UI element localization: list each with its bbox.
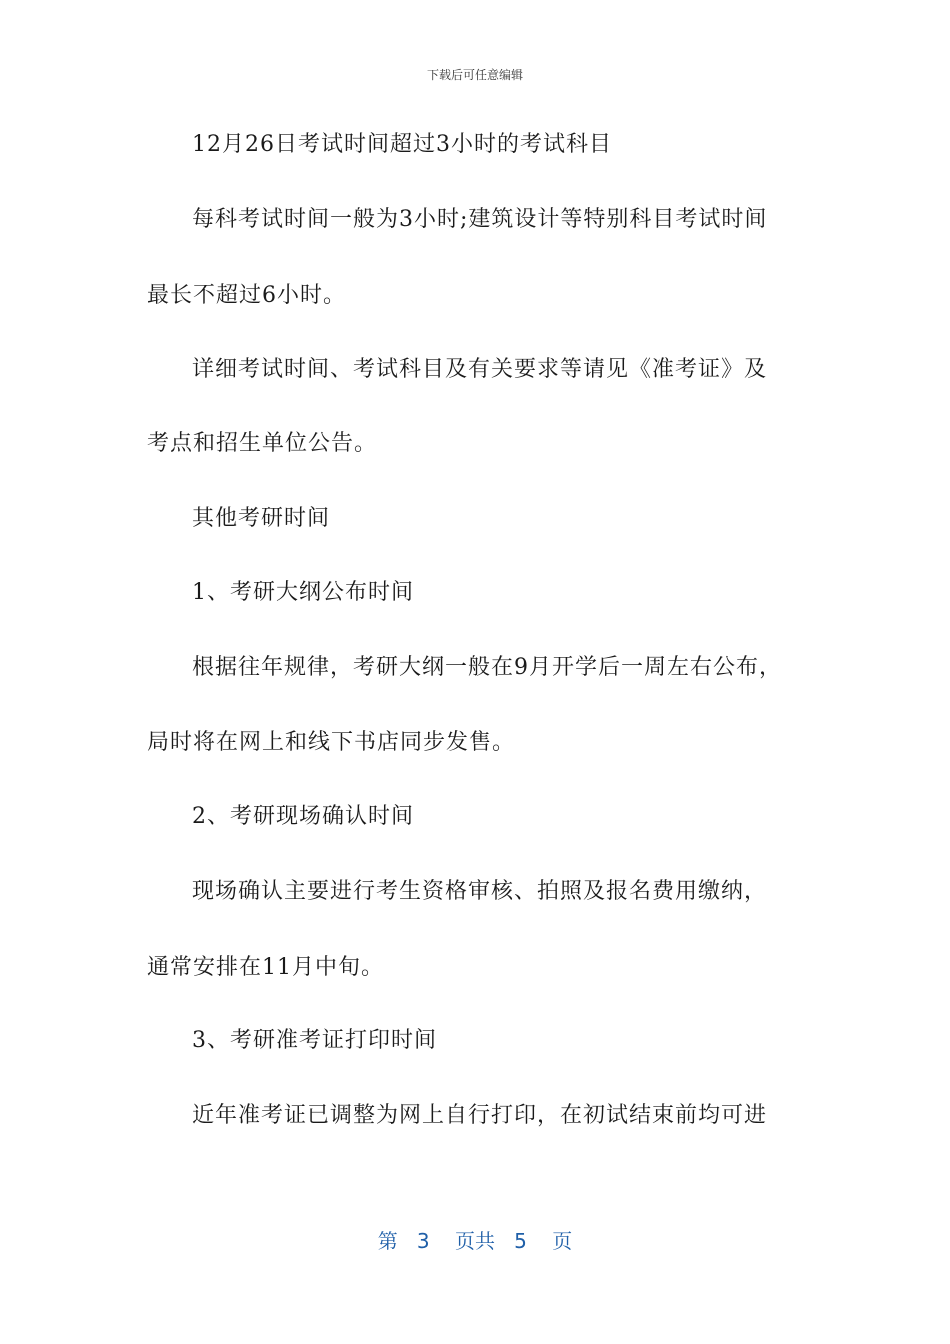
paragraph-line: 根据往年规律，考研大纲一般在9月开学后一周左右公布， xyxy=(192,655,782,680)
section-heading: 1、考研大纲公布时间 xyxy=(192,580,414,605)
section-heading: 2、考研现场确认时间 xyxy=(192,804,414,829)
paragraph-line: 现场确认主要进行考生资格审核、拍照及报名费用缴纳， xyxy=(192,879,768,904)
footer-prefix: 第 xyxy=(377,1229,398,1253)
paragraph-line: 详细考试时间、考试科目及有关要求等请见《准考证》及 xyxy=(192,357,768,382)
paragraph-line: 考点和招生单位公告。 xyxy=(147,431,378,456)
header-note: 下载后可任意编辑 xyxy=(426,68,523,82)
paragraph-line: 最长不超过6小时。 xyxy=(147,283,346,308)
paragraph-line: 每科考试时间一般为3小时;建筑设计等特别科目考试时间 xyxy=(192,207,768,232)
current-page-number: 3 xyxy=(416,1229,430,1253)
page-footer xyxy=(0,1225,950,1254)
paragraph-line: 12月26日考试时间超过3小时的考试科目 xyxy=(192,132,612,157)
paragraph-line: 通常安排在11月中旬。 xyxy=(147,955,384,980)
footer-middle: 页共 xyxy=(455,1229,495,1253)
paragraph-line: 局时将在网上和线下书店同步发售。 xyxy=(147,730,516,755)
section-heading: 3、考研准考证打印时间 xyxy=(192,1028,437,1053)
total-pages-number: 5 xyxy=(514,1229,527,1253)
paragraph-line: 近年准考证已调整为网上自行打印，在初试结束前均可进 xyxy=(192,1103,768,1128)
footer-suffix: 页 xyxy=(552,1229,573,1253)
section-heading: 其他考研时间 xyxy=(192,506,331,531)
